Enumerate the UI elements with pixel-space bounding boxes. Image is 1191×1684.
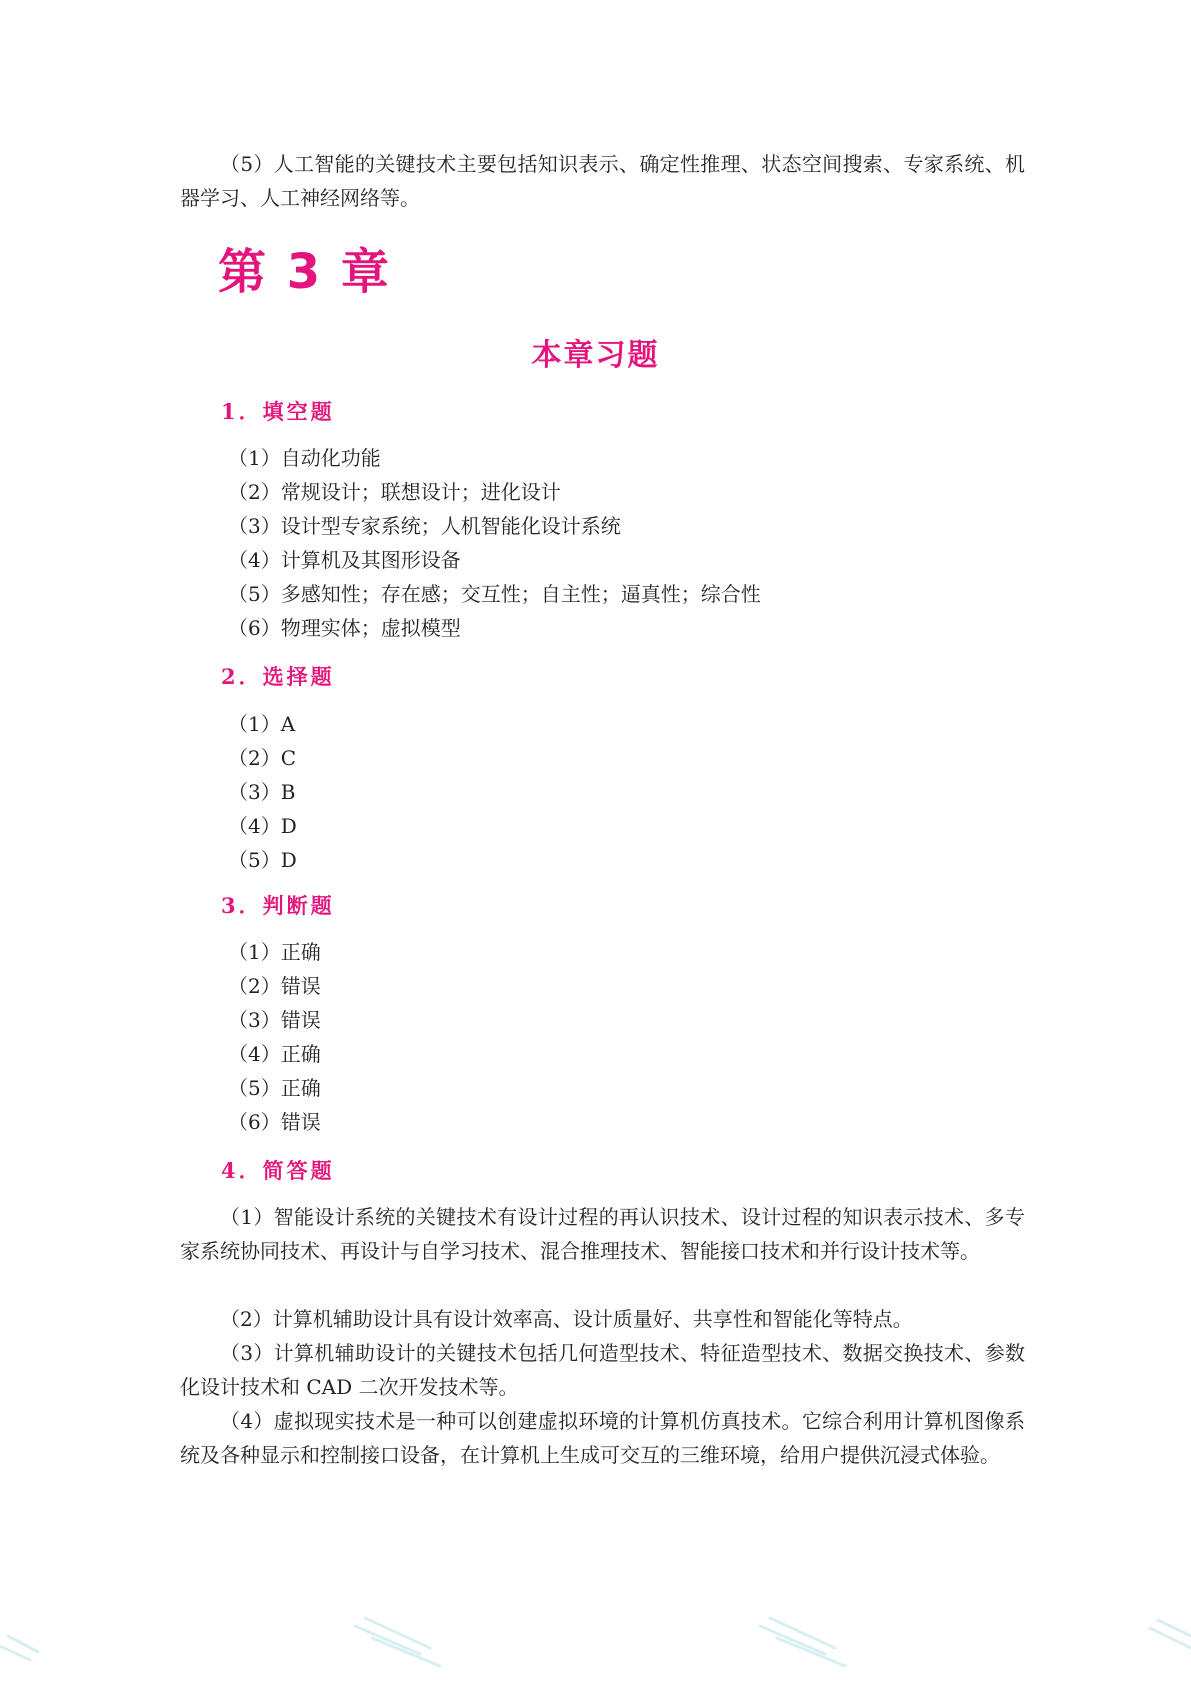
judgment-item: （4）正确 [228,1042,321,1066]
intro-paragraph: （5）人工智能的关键技术主要包括知识表示、确定性推理、状态空间搜索、专家系统、机器学习、人工神经网络等。 [180,152,1025,210]
fill-blank-item: （1）自动化功能 [228,446,381,470]
fill-blank-item: （4）计算机及其图形设备 [228,548,461,572]
choice-item: （4）D [228,814,297,838]
choice-heading: 2．选择题 [221,664,335,689]
fill-blank-item: （2）常规设计；联想设计；进化设计 [228,480,561,504]
choice-item: （2）C [228,746,297,770]
judgment-heading: 3．判断题 [221,893,335,918]
short-answer-item: （2）计算机辅助设计具有设计效率高、设计质量好、共享性和智能化等特点。 [220,1307,913,1331]
fill-blank-heading: 1．填空题 [221,399,335,424]
short-answer-item: （3）计算机辅助设计的关键技术包括几何造型技术、特征造型技术、数据交换技术、参数化设计技术和 CAD 二次开发技术等。 [180,1341,1025,1399]
judgment-item: （5）正确 [228,1076,321,1100]
watermark-decoration [0,1608,1191,1684]
section-title: 本章习题 [531,338,660,373]
choice-item: （5）D [228,848,297,872]
judgment-item: （1）正确 [228,940,321,964]
fill-blank-item: （6）物理实体；虚拟模型 [228,616,461,640]
judgment-item: （3）错误 [228,1008,321,1032]
short-answer-heading: 4．简答题 [221,1158,335,1183]
chapter-title: 第 3 章 [218,244,391,300]
judgment-item: （2）错误 [228,974,321,998]
choice-item: （3）B [228,780,296,804]
fill-blank-item: （5）多感知性；存在感；交互性；自主性；逼真性；综合性 [228,582,761,606]
short-answer-item: （4）虚拟现实技术是一种可以创建虚拟环境的计算机仿真技术。它综合利用计算机图像系统及各种显示和控制接口设备，在计算机上生成可交互的三维环境，给用户提供沉浸式体验。 [180,1409,1025,1467]
fill-blank-item: （3）设计型专家系统；人机智能化设计系统 [228,514,621,538]
judgment-item: （6）错误 [228,1110,321,1134]
short-answer-item: （1）智能设计系统的关键技术有设计过程的再认识技术、设计过程的知识表示技术、多专家系统协同技术、再设计与自学习技术、混合推理技术、智能接口技术和并行设计技术等。 [180,1205,1025,1263]
choice-item: （1）A [228,712,296,736]
